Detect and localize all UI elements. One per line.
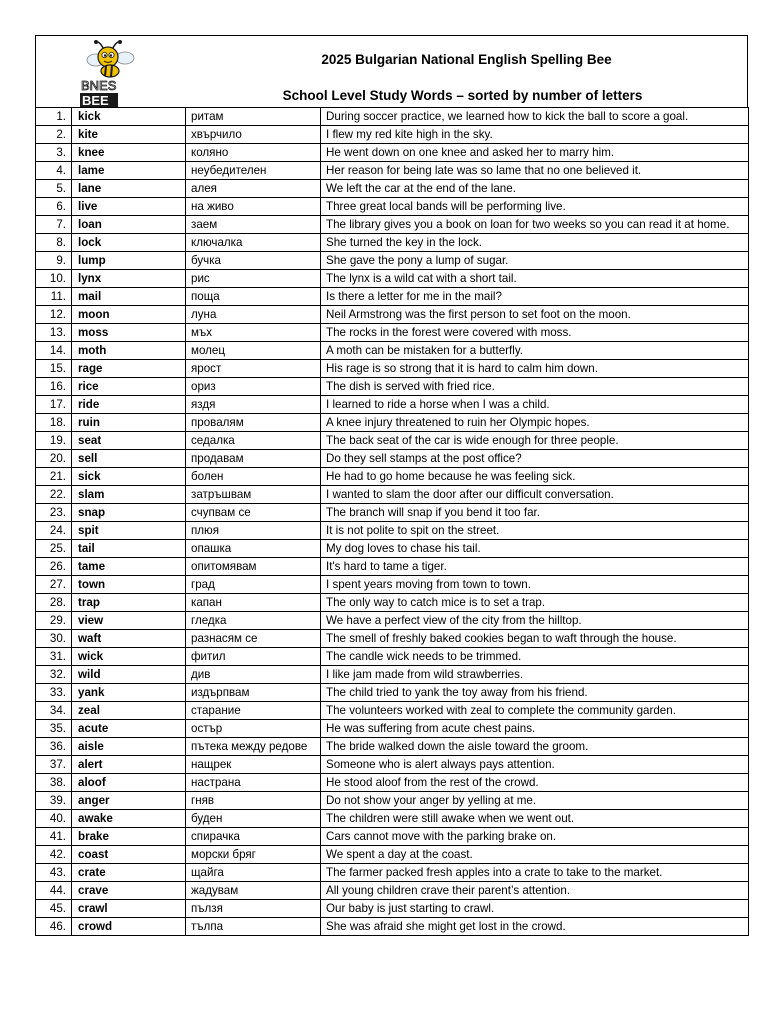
bulgarian-translation: неубедителен (186, 162, 321, 180)
table-row (36, 684, 749, 702)
table-row (36, 882, 749, 900)
spelling-word: sell (72, 450, 186, 468)
spelling-word: tail (72, 540, 186, 558)
bulgarian-translation: разнасям се (186, 630, 321, 648)
table-row (36, 414, 749, 432)
example-sentence: The smell of freshly baked cookies began to waft through the house. (321, 630, 749, 648)
bulgarian-translation: на живо (186, 198, 321, 216)
study-sheet (35, 35, 748, 936)
row-number: 31. (36, 648, 72, 666)
spelling-word: rage (72, 360, 186, 378)
table-row (36, 432, 749, 450)
spelling-word: tame (72, 558, 186, 576)
spelling-word: slam (72, 486, 186, 504)
example-sentence: Her reason for being late was so lame that no one believed it. (321, 162, 749, 180)
bulgarian-translation: коляно (186, 144, 321, 162)
row-number: 42. (36, 846, 72, 864)
bulgarian-translation: провалям (186, 414, 321, 432)
table-row (36, 450, 749, 468)
row-number: 27. (36, 576, 72, 594)
example-sentence: Our baby is just starting to crawl. (321, 900, 749, 918)
spelling-word: spit (72, 522, 186, 540)
table-row (36, 306, 749, 324)
table-row (36, 774, 749, 792)
spelling-word: moon (72, 306, 186, 324)
row-number: 41. (36, 828, 72, 846)
spelling-word: crave (72, 882, 186, 900)
svg-text:BNES: BNES (81, 78, 117, 93)
row-number: 8. (36, 234, 72, 252)
bulgarian-translation: гняв (186, 792, 321, 810)
spelling-word: moss (72, 324, 186, 342)
spelling-word: aisle (72, 738, 186, 756)
example-sentence: He was suffering from acute chest pains. (321, 720, 749, 738)
row-number: 17. (36, 396, 72, 414)
spelling-word: seat (72, 432, 186, 450)
table-row (36, 504, 749, 522)
spelling-word: kick (72, 108, 186, 126)
table-row (36, 630, 749, 648)
bulgarian-translation: ярост (186, 360, 321, 378)
bulgarian-translation: гледка (186, 612, 321, 630)
example-sentence: The farmer packed fresh apples into a crate to take to the market. (321, 864, 749, 882)
table-row (36, 144, 749, 162)
example-sentence: The dish is served with fried rice. (321, 378, 749, 396)
row-number: 6. (36, 198, 72, 216)
table-row (36, 576, 749, 594)
bulgarian-translation: луна (186, 306, 321, 324)
table-row (36, 594, 749, 612)
bulgarian-translation: капан (186, 594, 321, 612)
spelling-word: lump (72, 252, 186, 270)
example-sentence: We have a perfect view of the city from the hilltop. (321, 612, 749, 630)
spelling-word: aloof (72, 774, 186, 792)
spelling-word: snap (72, 504, 186, 522)
bulgarian-translation: издърпвам (186, 684, 321, 702)
example-sentence: We left the car at the end of the lane. (321, 180, 749, 198)
row-number: 13. (36, 324, 72, 342)
row-number: 36. (36, 738, 72, 756)
example-sentence: The bride walked down the aisle toward the groom. (321, 738, 749, 756)
example-sentence: The only way to catch mice is to set a trap. (321, 594, 749, 612)
bulgarian-translation: жадувам (186, 882, 321, 900)
bulgarian-translation: яздя (186, 396, 321, 414)
spelling-word: crawl (72, 900, 186, 918)
bulgarian-translation: старание (186, 702, 321, 720)
table-row (36, 468, 749, 486)
example-sentence: His rage is so strong that it is hard to calm him down. (321, 360, 749, 378)
row-number: 28. (36, 594, 72, 612)
table-row (36, 162, 749, 180)
example-sentence: A knee injury threatened to ruin her Olympic hopes. (321, 414, 749, 432)
spelling-word: live (72, 198, 186, 216)
spelling-word: crowd (72, 918, 186, 936)
bulgarian-translation: опашка (186, 540, 321, 558)
spelling-word: kite (72, 126, 186, 144)
spelling-word: zeal (72, 702, 186, 720)
table-row (36, 522, 749, 540)
bulgarian-translation: ориз (186, 378, 321, 396)
example-sentence: The volunteers worked with zeal to complete the community garden. (321, 702, 749, 720)
row-number: 21. (36, 468, 72, 486)
table-row (36, 288, 749, 306)
row-number: 37. (36, 756, 72, 774)
row-number: 2. (36, 126, 72, 144)
example-sentence: Cars cannot move with the parking brake on. (321, 828, 749, 846)
table-row (36, 360, 749, 378)
row-number: 16. (36, 378, 72, 396)
example-sentence: Do they sell stamps at the post office? (321, 450, 749, 468)
bulgarian-translation: тълпа (186, 918, 321, 936)
example-sentence: Do not show your anger by yelling at me. (321, 792, 749, 810)
table-row (36, 612, 749, 630)
row-number: 14. (36, 342, 72, 360)
table-row (36, 720, 749, 738)
bulgarian-translation: остър (186, 720, 321, 738)
table-row (36, 252, 749, 270)
bulgarian-translation: град (186, 576, 321, 594)
bulgarian-translation: див (186, 666, 321, 684)
table-row (36, 792, 749, 810)
spelling-word: wild (72, 666, 186, 684)
row-number: 30. (36, 630, 72, 648)
bulgarian-translation: заем (186, 216, 321, 234)
row-number: 46. (36, 918, 72, 936)
bulgarian-translation: буден (186, 810, 321, 828)
table-row (36, 828, 749, 846)
table-row (36, 648, 749, 666)
bulgarian-translation: щайга (186, 864, 321, 882)
spelling-word: lame (72, 162, 186, 180)
bulgarian-translation: настрана (186, 774, 321, 792)
example-sentence: Neil Armstrong was the first person to set foot on the moon. (321, 306, 749, 324)
spelling-word: awake (72, 810, 186, 828)
spelling-word: crate (72, 864, 186, 882)
example-sentence: I spent years moving from town to town. (321, 576, 749, 594)
example-sentence: He had to go home because he was feeling sick. (321, 468, 749, 486)
bulgarian-translation: продавам (186, 450, 321, 468)
row-number: 34. (36, 702, 72, 720)
row-number: 44. (36, 882, 72, 900)
bulgarian-translation: нащрек (186, 756, 321, 774)
table-row (36, 558, 749, 576)
bulgarian-translation: хвърчило (186, 126, 321, 144)
table-row (36, 180, 749, 198)
bulgarian-translation: алея (186, 180, 321, 198)
bulgarian-translation: затръшвам (186, 486, 321, 504)
bulgarian-translation: бучка (186, 252, 321, 270)
example-sentence: I like jam made from wild strawberries. (321, 666, 749, 684)
spelling-word: wick (72, 648, 186, 666)
example-sentence: She gave the pony a lump of sugar. (321, 252, 749, 270)
example-sentence: All young children crave their parent’s attention. (321, 882, 749, 900)
example-sentence: I flew my red kite high in the sky. (321, 126, 749, 144)
table-row (36, 108, 749, 126)
example-sentence: He stood aloof from the rest of the crowd. (321, 774, 749, 792)
example-sentence: A moth can be mistaken for a butterfly. (321, 342, 749, 360)
example-sentence: Is there a letter for me in the mail? (321, 288, 749, 306)
example-sentence: We spent a day at the coast. (321, 846, 749, 864)
table-row (36, 486, 749, 504)
bulgarian-translation: счупвам се (186, 504, 321, 522)
table-row (36, 900, 749, 918)
spelling-word: sick (72, 468, 186, 486)
row-number: 11. (36, 288, 72, 306)
example-sentence: The back seat of the car is wide enough for three people. (321, 432, 749, 450)
row-number: 26. (36, 558, 72, 576)
table-row (36, 918, 749, 936)
bulgarian-translation: спирачка (186, 828, 321, 846)
spelling-word: view (72, 612, 186, 630)
row-number: 10. (36, 270, 72, 288)
spelling-word: brake (72, 828, 186, 846)
row-number: 5. (36, 180, 72, 198)
row-number: 15. (36, 360, 72, 378)
bulgarian-translation: фитил (186, 648, 321, 666)
bulgarian-translation: мъх (186, 324, 321, 342)
bulgarian-translation: ключалка (186, 234, 321, 252)
table-row (36, 810, 749, 828)
spelling-word: mail (72, 288, 186, 306)
table-row (36, 342, 749, 360)
example-sentence: She was afraid she might get lost in the crowd. (321, 918, 749, 936)
example-sentence: My dog loves to chase his tail. (321, 540, 749, 558)
row-number: 3. (36, 144, 72, 162)
row-number: 18. (36, 414, 72, 432)
bulgarian-translation: плюя (186, 522, 321, 540)
word-table (35, 107, 749, 936)
bulgarian-translation: молец (186, 342, 321, 360)
example-sentence: It's hard to tame a tiger. (321, 558, 749, 576)
example-sentence: I wanted to slam the door after our difficult conversation. (321, 486, 749, 504)
row-number: 35. (36, 720, 72, 738)
bulgarian-translation: поща (186, 288, 321, 306)
table-row (36, 846, 749, 864)
row-number: 32. (36, 666, 72, 684)
table-row (36, 198, 749, 216)
spelling-word: loan (72, 216, 186, 234)
table-row (36, 702, 749, 720)
bulgarian-translation: рис (186, 270, 321, 288)
example-sentence: I learned to ride a horse when I was a child. (321, 396, 749, 414)
row-number: 25. (36, 540, 72, 558)
row-number: 22. (36, 486, 72, 504)
row-number: 24. (36, 522, 72, 540)
row-number: 38. (36, 774, 72, 792)
example-sentence: He went down on one knee and asked her to marry him. (321, 144, 749, 162)
row-number: 4. (36, 162, 72, 180)
spelling-word: knee (72, 144, 186, 162)
spelling-word: acute (72, 720, 186, 738)
spelling-word: yank (72, 684, 186, 702)
word-table-body (36, 108, 749, 936)
table-row (36, 396, 749, 414)
table-row (36, 864, 749, 882)
table-row (36, 540, 749, 558)
row-number: 19. (36, 432, 72, 450)
table-row (36, 216, 749, 234)
bulgarian-translation: пътека между редове (186, 738, 321, 756)
table-row (36, 270, 749, 288)
row-number: 40. (36, 810, 72, 828)
spelling-word: trap (72, 594, 186, 612)
example-sentence: The branch will snap if you bend it too far. (321, 504, 749, 522)
spelling-word: lock (72, 234, 186, 252)
example-sentence: The library gives you a book on loan for two weeks so you can read it at home. (321, 216, 749, 234)
example-sentence: The child tried to yank the toy away from his friend. (321, 684, 749, 702)
spelling-word: anger (72, 792, 186, 810)
row-number: 23. (36, 504, 72, 522)
table-row (36, 378, 749, 396)
spelling-word: rice (72, 378, 186, 396)
table-row (36, 738, 749, 756)
spelling-word: ride (72, 396, 186, 414)
example-sentence: The lynx is a wild cat with a short tail. (321, 270, 749, 288)
table-row (36, 324, 749, 342)
table-row (36, 126, 749, 144)
example-sentence: During soccer practice, we learned how to kick the ball to score a goal. (321, 108, 749, 126)
svg-text:BEE: BEE (82, 93, 109, 108)
page-subtitle: School Level Study Words – sorted by number of letters (282, 88, 643, 103)
example-sentence: It is not polite to spit on the street. (321, 522, 749, 540)
example-sentence: The children were still awake when we went out. (321, 810, 749, 828)
spelling-word: lane (72, 180, 186, 198)
row-number: 29. (36, 612, 72, 630)
row-number: 9. (36, 252, 72, 270)
spelling-word: waft (72, 630, 186, 648)
bulgarian-translation: ритам (186, 108, 321, 126)
bulgarian-translation: болен (186, 468, 321, 486)
spelling-word: alert (72, 756, 186, 774)
document-header (35, 35, 748, 107)
table-row (36, 756, 749, 774)
bulgarian-translation: опитомявам (186, 558, 321, 576)
example-sentence: Someone who is alert always pays attention. (321, 756, 749, 774)
row-number: 1. (36, 108, 72, 126)
row-number: 39. (36, 792, 72, 810)
row-number: 12. (36, 306, 72, 324)
spelling-word: town (72, 576, 186, 594)
example-sentence: Three great local bands will be performing live. (321, 198, 749, 216)
table-row (36, 234, 749, 252)
example-sentence: The rocks in the forest were covered with moss. (321, 324, 749, 342)
spelling-word: coast (72, 846, 186, 864)
example-sentence: She turned the key in the lock. (321, 234, 749, 252)
bulgarian-translation: пълзя (186, 900, 321, 918)
spelling-word: moth (72, 342, 186, 360)
spelling-word: ruin (72, 414, 186, 432)
row-number: 43. (36, 864, 72, 882)
row-number: 20. (36, 450, 72, 468)
page-title: 2025 Bulgarian National English Spelling Bee (321, 52, 612, 67)
example-sentence: The candle wick needs to be trimmed. (321, 648, 749, 666)
bulgarian-translation: морски бряг (186, 846, 321, 864)
row-number: 7. (36, 216, 72, 234)
row-number: 45. (36, 900, 72, 918)
row-number: 33. (36, 684, 72, 702)
table-row (36, 666, 749, 684)
spelling-word: lynx (72, 270, 186, 288)
bulgarian-translation: седалка (186, 432, 321, 450)
